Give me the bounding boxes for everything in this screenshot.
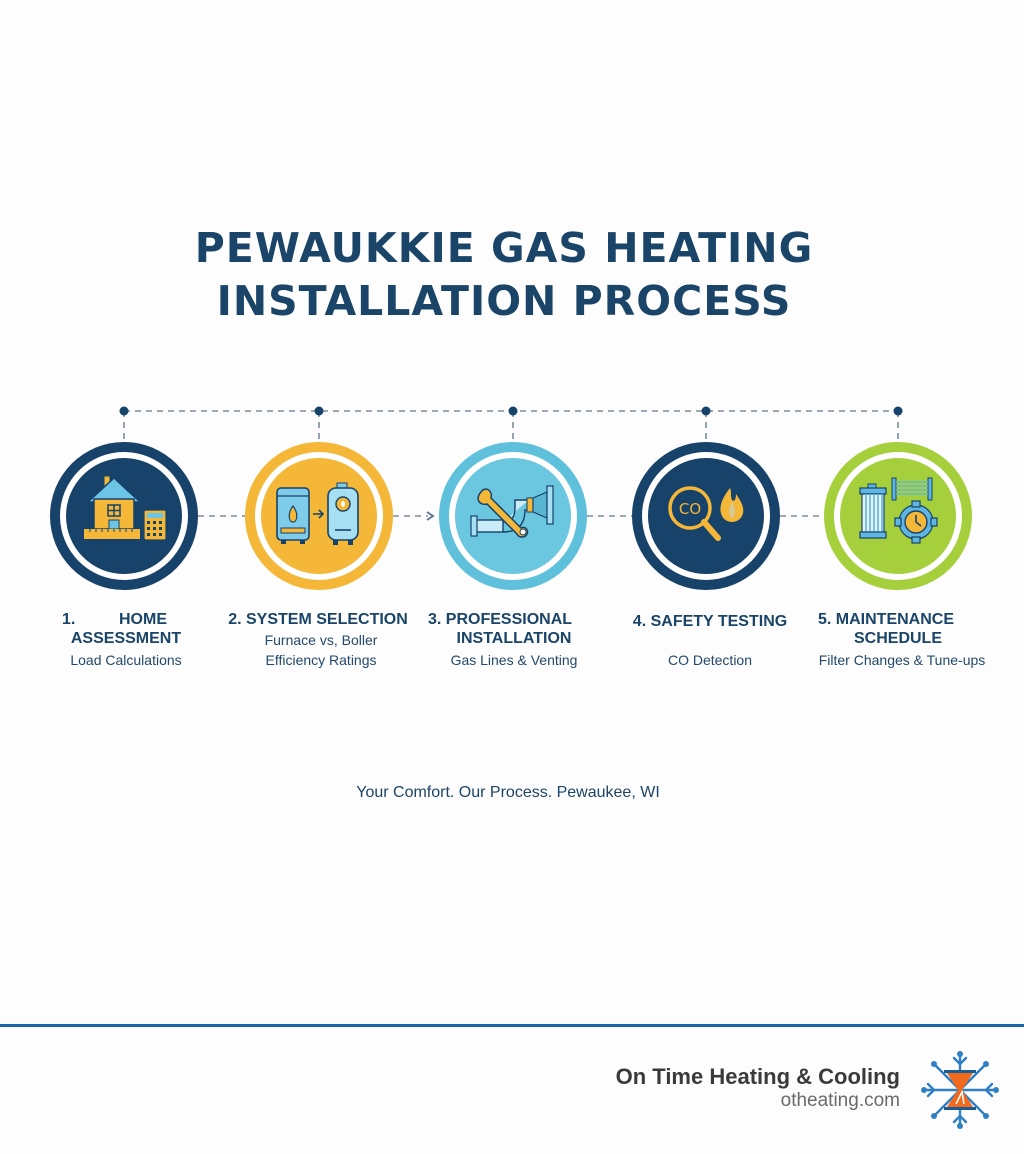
- step-1-circle: [50, 442, 198, 590]
- co-detection-icon: [656, 466, 756, 566]
- step-3-title-b: INSTALLATION: [456, 630, 572, 647]
- step-1-number: 1.: [62, 611, 76, 628]
- svg-text:CO: CO: [678, 500, 702, 518]
- brand-name: On Time Heating & Cooling: [615, 1064, 900, 1089]
- step-2-subtitle-2: Efficiency Ratings: [265, 652, 377, 668]
- step-5-title-b: SCHEDULE: [853, 630, 942, 647]
- step-1-title-b: ASSESSMENT: [70, 630, 182, 647]
- footer-divider: [0, 1024, 1024, 1027]
- step-5-circle: [824, 442, 972, 590]
- step-1-title-a: HOME: [119, 611, 167, 628]
- step-4-circle: [632, 442, 780, 590]
- tagline: Your Comfort. Our Process. Pewaukee, WI: [356, 784, 660, 801]
- step-2-circle: [245, 442, 393, 590]
- title-line-1: PEWAUKKIE GAS HEATING: [194, 224, 814, 272]
- step-4-subtitle: CO Detection: [667, 652, 753, 668]
- step-3-subtitle: Gas Lines & Venting: [450, 652, 578, 668]
- furnace-boiler-icon: [269, 466, 369, 566]
- step-1-subtitle: Load Calculations: [70, 652, 182, 668]
- filter-gear-clock-icon: [848, 466, 948, 566]
- step-3-circle: [439, 442, 587, 590]
- brand-url[interactable]: otheating.com: [780, 1090, 900, 1111]
- step-5-title-a: 5. MAINTENANCE: [818, 611, 955, 628]
- page-title: [0, 222, 1008, 328]
- step-2-title: 2. SYSTEM SELECTION: [228, 611, 408, 628]
- step-4-title: 4. SAFETY TESTING: [632, 613, 788, 630]
- wrench-pipe-icon: [463, 466, 563, 566]
- snowflake-hourglass-logo-icon: [920, 1050, 1000, 1130]
- step-2-subtitle-1: Furnace vs, Boller: [264, 632, 378, 648]
- step-3-title-a: 3. PROFESSIONAL: [428, 611, 573, 628]
- title-line-2: INSTALLATION PROCESS: [216, 277, 792, 325]
- arrow-icon: [427, 512, 433, 520]
- house-calculator-icon: [74, 466, 174, 566]
- step-5-subtitle: Filter Changes & Tune-ups: [818, 652, 986, 668]
